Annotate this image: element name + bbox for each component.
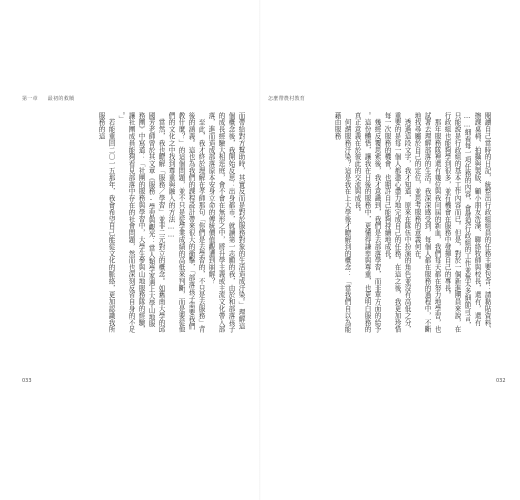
- chapter-title: 最初的救贖: [47, 96, 75, 102]
- running-head-right: [268, 95, 305, 102]
- body-paragraph: 幾經反覆思索後，我才意識到，我們是去部落學習，而非單方面的給予。這份體悟，讓我在日後的服務中，更懂得謙卑與尊重，也更明白服務的真正意義在於彼此的交流與成長。: [353, 112, 381, 333]
- right-body-text: [266, 112, 492, 334]
- body-paragraph: 那年服務隊裡還有幾位與我同屆的新血，我們每天都在努力地學習，也試著去理解部落的生活。我深深感受到，每個人都在服務的過程中，不斷地找尋屬於自己的定位，並思考服務的意義何在。: [413, 112, 441, 333]
- running-head-left: [22, 95, 74, 102]
- body-paragraph: 透過這段文字，我才知道，原來在隊伍中扮演的角色並沒有高低之分，重要的是每一個人都盡心盡力地完成自己的任務。在這之後，我更加珍惜每一次服務的機會，也期許自己能夠持續地成長。: [383, 112, 411, 333]
- chapter-label: 第一章: [22, 96, 38, 102]
- left-body-text: [20, 112, 246, 334]
- body-paragraph: 當然，我也瞭解「服務／學習」並非二元對立的概念。如舊南大學的邱國芳老師曾於其文章《服務-學習與觀光：當人類學家遇上大學山地服務團》中寫道：「社團的服務與學習中，大學生參與山地服務隊的經驗，讓社團成員能夠看見部落中存在的社會問題，然而也深刻反省自身的不足。」: [117, 112, 165, 333]
- page-number-left: 033: [22, 378, 32, 384]
- right-page: [260, 0, 520, 500]
- body-paragraph: 若能重回二〇一五那年，我會希望自己能從文化的脈絡，更加認識我所服務的這: [97, 112, 115, 333]
- body-paragraph: 至此，我才終於理解在孝師那句「你們是去學習的，不只是去服務」背後的涵義。這也為我們的課程設計帶來很大的衝擊，「部落孩子需要我們教什麼？」的這個問題，並不只是從學業成績的高低來判斷，而是要從他們的文化之中找到尊重與融入的方法……: [167, 112, 205, 333]
- body-paragraph: 閱讀自己當時的日記，統整出行政組組員的任務主要包含：請黏貼資料、擦課桌椅、拍攝與製版、顧小朋友洗澡、聯絡牧師與校長，還有，還有……細看每一項任務的內容，會發現行政組的工作並無太多細節可言，只能說是行政組的基本工作內容而已。但是，對於一個新進團員來說，在行政組也能夠學到很多，並有機會在服務中發揮自己的專長。: [443, 112, 491, 333]
- book-title: 怎麼帶農村教育: [268, 96, 306, 102]
- body-paragraph: 而帶給對方幫助時，其實反而是對於服務對象的生活造成汙染。」理解這個概念後，我開始反思：出身都市，就讀第一志願的我，由於和部落孩子的成長經驗大相逕庭，會不會在無形之中，將升學主義或主流文化帶入部落，進而造成部落原本安身立命的傳統價值觀遭到崩解？: [207, 112, 245, 333]
- page-number-right: 032: [496, 378, 506, 384]
- body-paragraph: 何謂服務汙染？這是我在上大學後才瞭解到的概念：「當我們自以為能藉由服務: [333, 112, 351, 333]
